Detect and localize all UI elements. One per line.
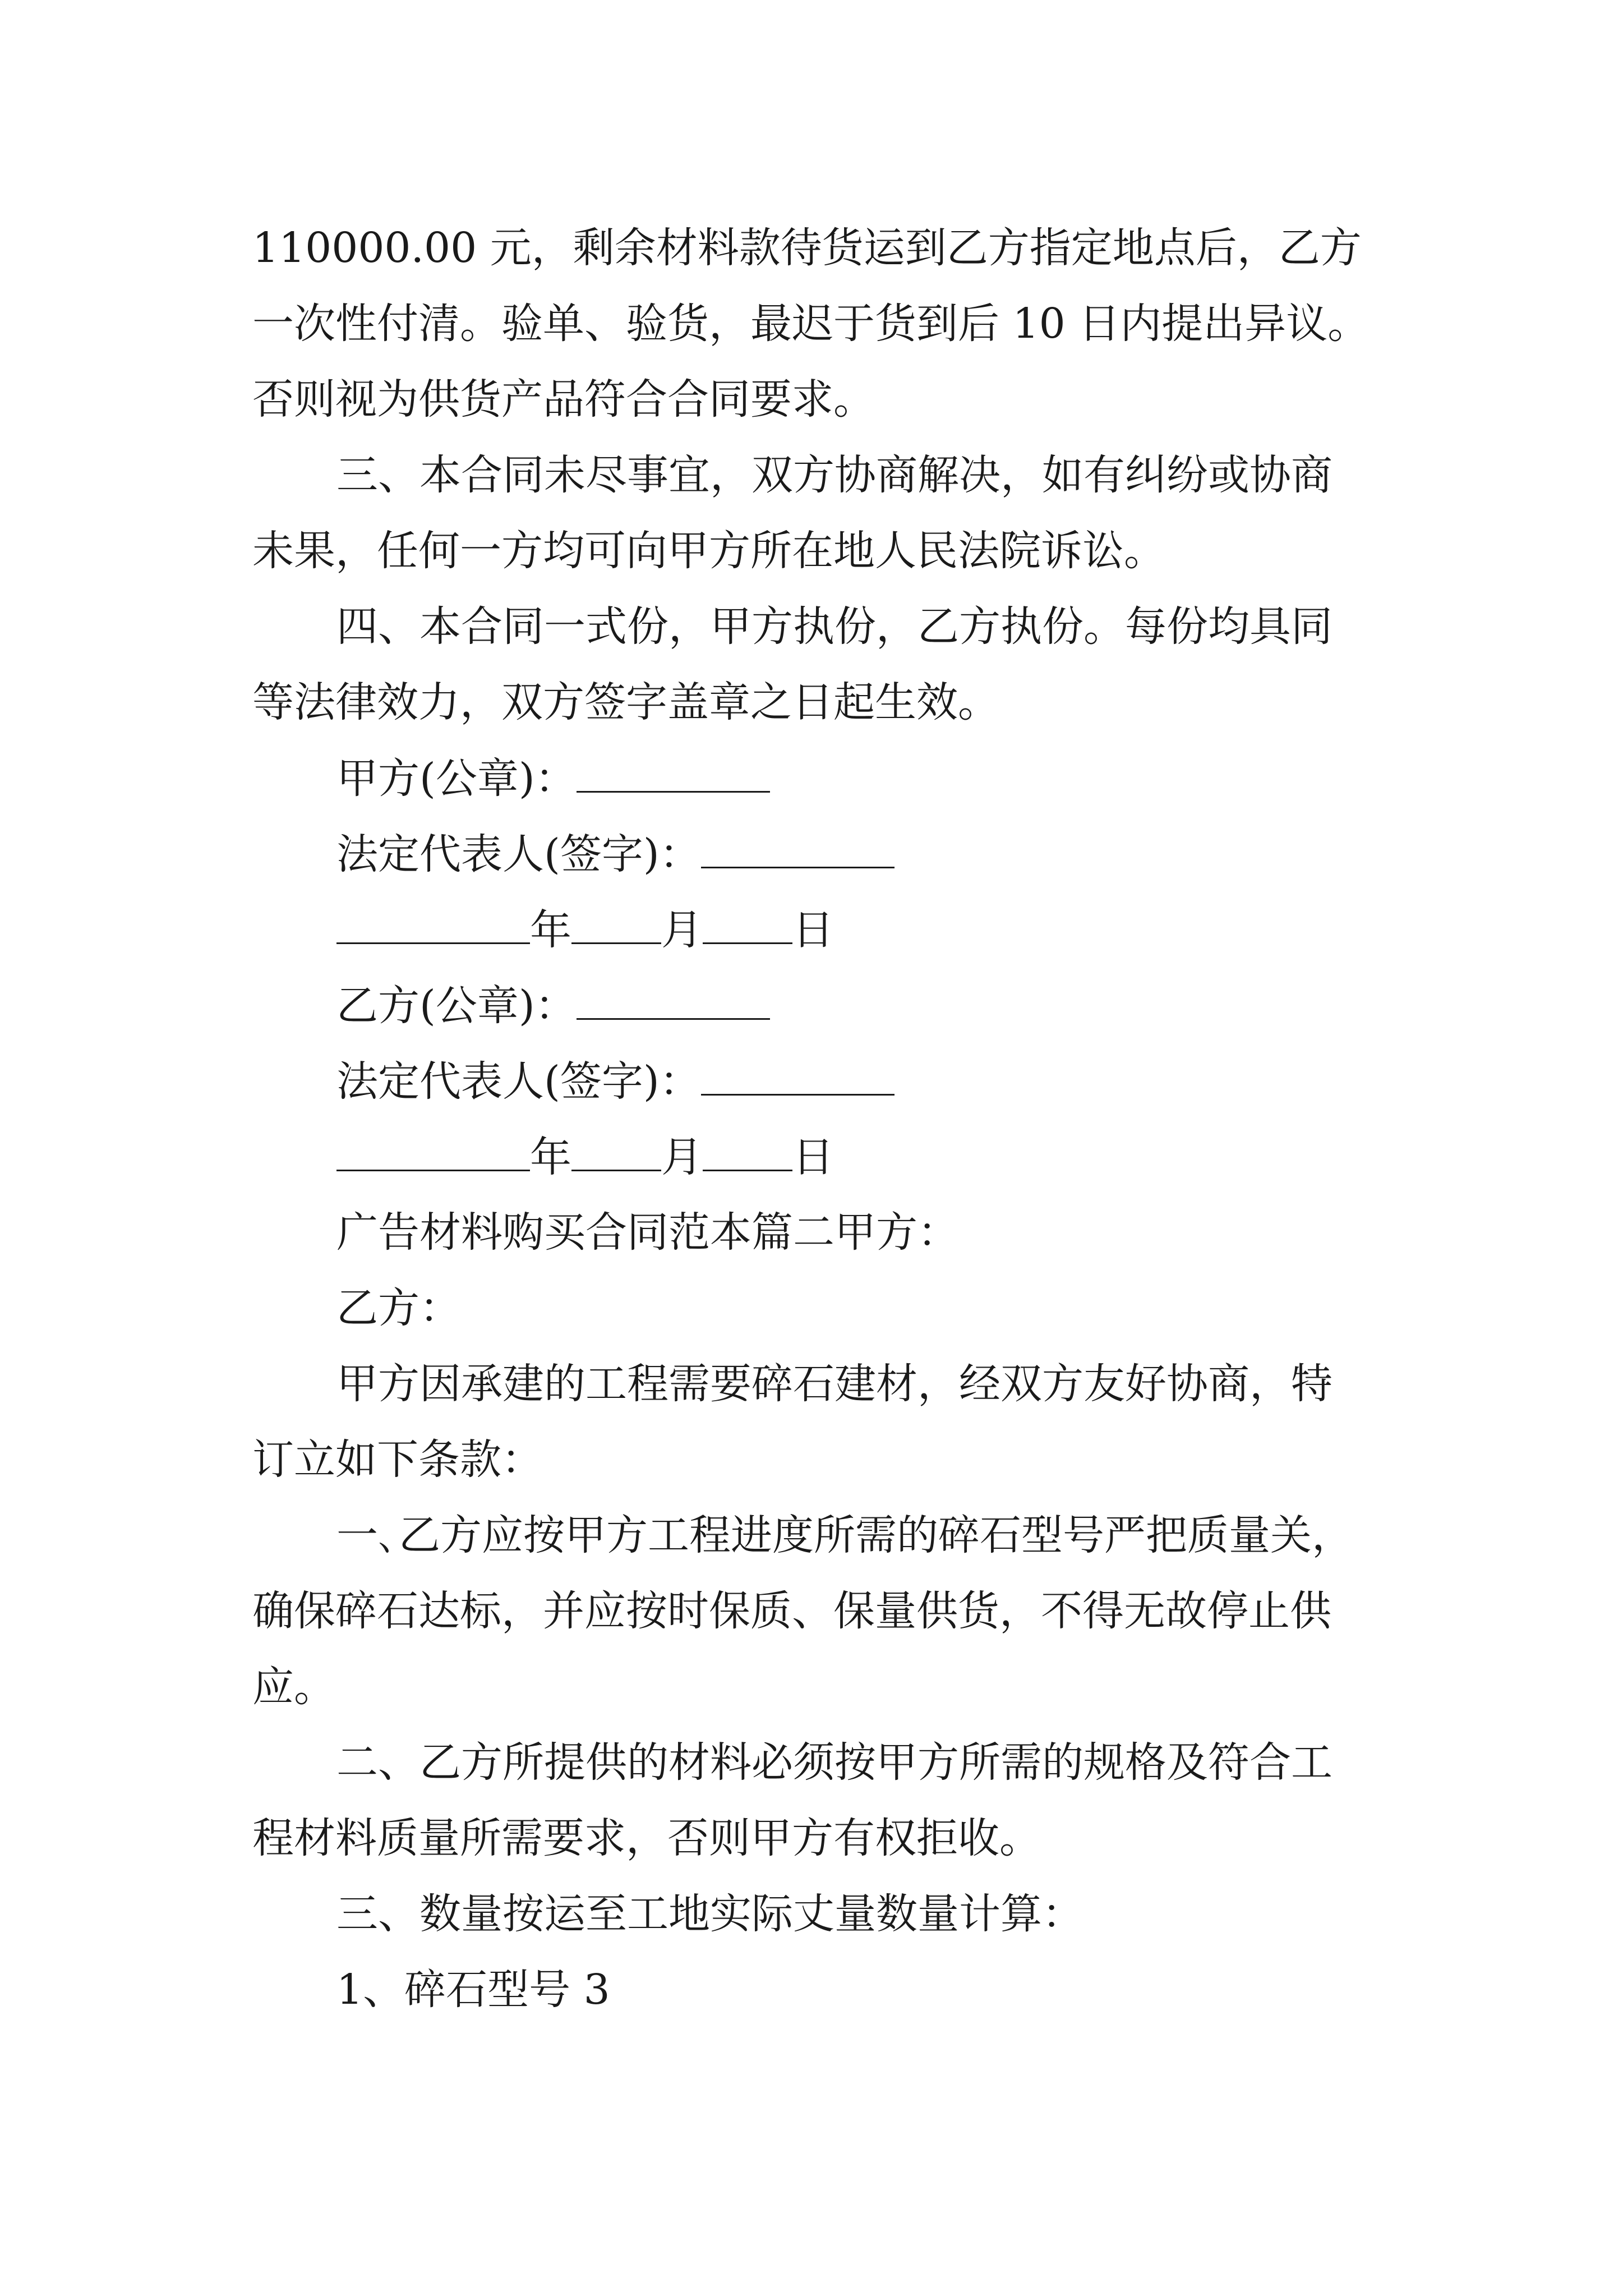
section-two-intro-line-1: 甲方因承建的工程需要碎石建材，经双方友好协商，特 <box>336 1360 1332 1408</box>
party-a-seal-blank <box>577 757 770 793</box>
party-a-day-blank <box>703 909 792 944</box>
section-two-intro-line-2: 订立如下条款： <box>252 1435 543 1484</box>
clause-three-line-2: 未果，任何一方均可向甲方所在地人民法院诉讼。 <box>252 527 1165 575</box>
party-a-month-label: 月 <box>661 906 703 954</box>
item-three-line-1: 三、数量按运至工地实际丈量数量计算： <box>336 1890 1083 1938</box>
party-a-rep-label: 法定代表人(签字)： <box>336 830 701 878</box>
section-two-heading: 广告材料购买合同范本篇二甲方： <box>336 1208 959 1257</box>
item-one-line-2: 确保碎石达标，并应按时保质、保量供货，不得无故停止供 <box>252 1587 1331 1635</box>
payment-text-line-2: 一次性付清。验单、验货，最迟于货到后 10 日内提出异议。 <box>252 300 1370 348</box>
clause-three-line-1: 三、本合同未尽事宜，双方协商解决，如有纠纷或协商 <box>336 451 1332 499</box>
item-one-line-1: 一､乙方应按甲方工程进度所需的碎石型号严把质量关， <box>336 1511 1353 1559</box>
party-a-seal-label: 甲方(公章)： <box>336 754 577 803</box>
party-a-rep-row <box>336 830 895 878</box>
party-b-day-blank <box>703 1136 792 1171</box>
party-b-seal-row <box>336 982 770 1030</box>
party-a-seal-row <box>336 754 770 803</box>
party-b-month-label: 月 <box>661 1133 703 1181</box>
party-a-year-blank <box>336 909 530 944</box>
party-a-day-label: 日 <box>792 906 834 954</box>
party-b-rep-blank <box>701 1060 895 1096</box>
party-b-seal-blank <box>577 984 770 1020</box>
party-b-seal-label: 乙方(公章)： <box>336 982 577 1030</box>
party-a-month-blank <box>571 909 661 944</box>
clause-four-line-1: 四、本合同一式份，甲方执份，乙方执份。每份均具同 <box>336 602 1332 651</box>
item-two-line-1: 二、乙方所提供的材料必须按甲方所需的规格及符合工 <box>336 1738 1332 1787</box>
item-one-line-3: 应。 <box>252 1663 335 1711</box>
payment-text-line-3: 否则视为供货产品符合合同要求。 <box>252 375 875 424</box>
party-a-date-row <box>336 906 834 954</box>
party-b-year-label: 年 <box>530 1133 571 1181</box>
payment-text-line-1: 110000.00 元，剩余材料款待货运到乙方指定地点后，乙方 <box>252 224 1362 272</box>
party-b-year-blank <box>336 1136 530 1171</box>
party-b-rep-label: 法定代表人(签字)： <box>336 1057 701 1106</box>
party-b-date-row <box>336 1133 834 1181</box>
party-b-day-label: 日 <box>792 1133 834 1181</box>
section-two-party-b: 乙方： <box>336 1284 461 1332</box>
party-a-year-label: 年 <box>530 906 571 954</box>
item-two-line-2: 程材料质量所需要求，否则甲方有权拒收。 <box>252 1814 1041 1862</box>
party-b-rep-row <box>336 1057 895 1106</box>
sub-item-one-line-1: 1、碎石型号 3 <box>336 1966 610 2014</box>
party-a-rep-blank <box>701 833 895 868</box>
clause-four-line-2: 等法律效力，双方签字盖章之日起生效。 <box>252 678 999 726</box>
party-b-month-blank <box>571 1136 661 1171</box>
